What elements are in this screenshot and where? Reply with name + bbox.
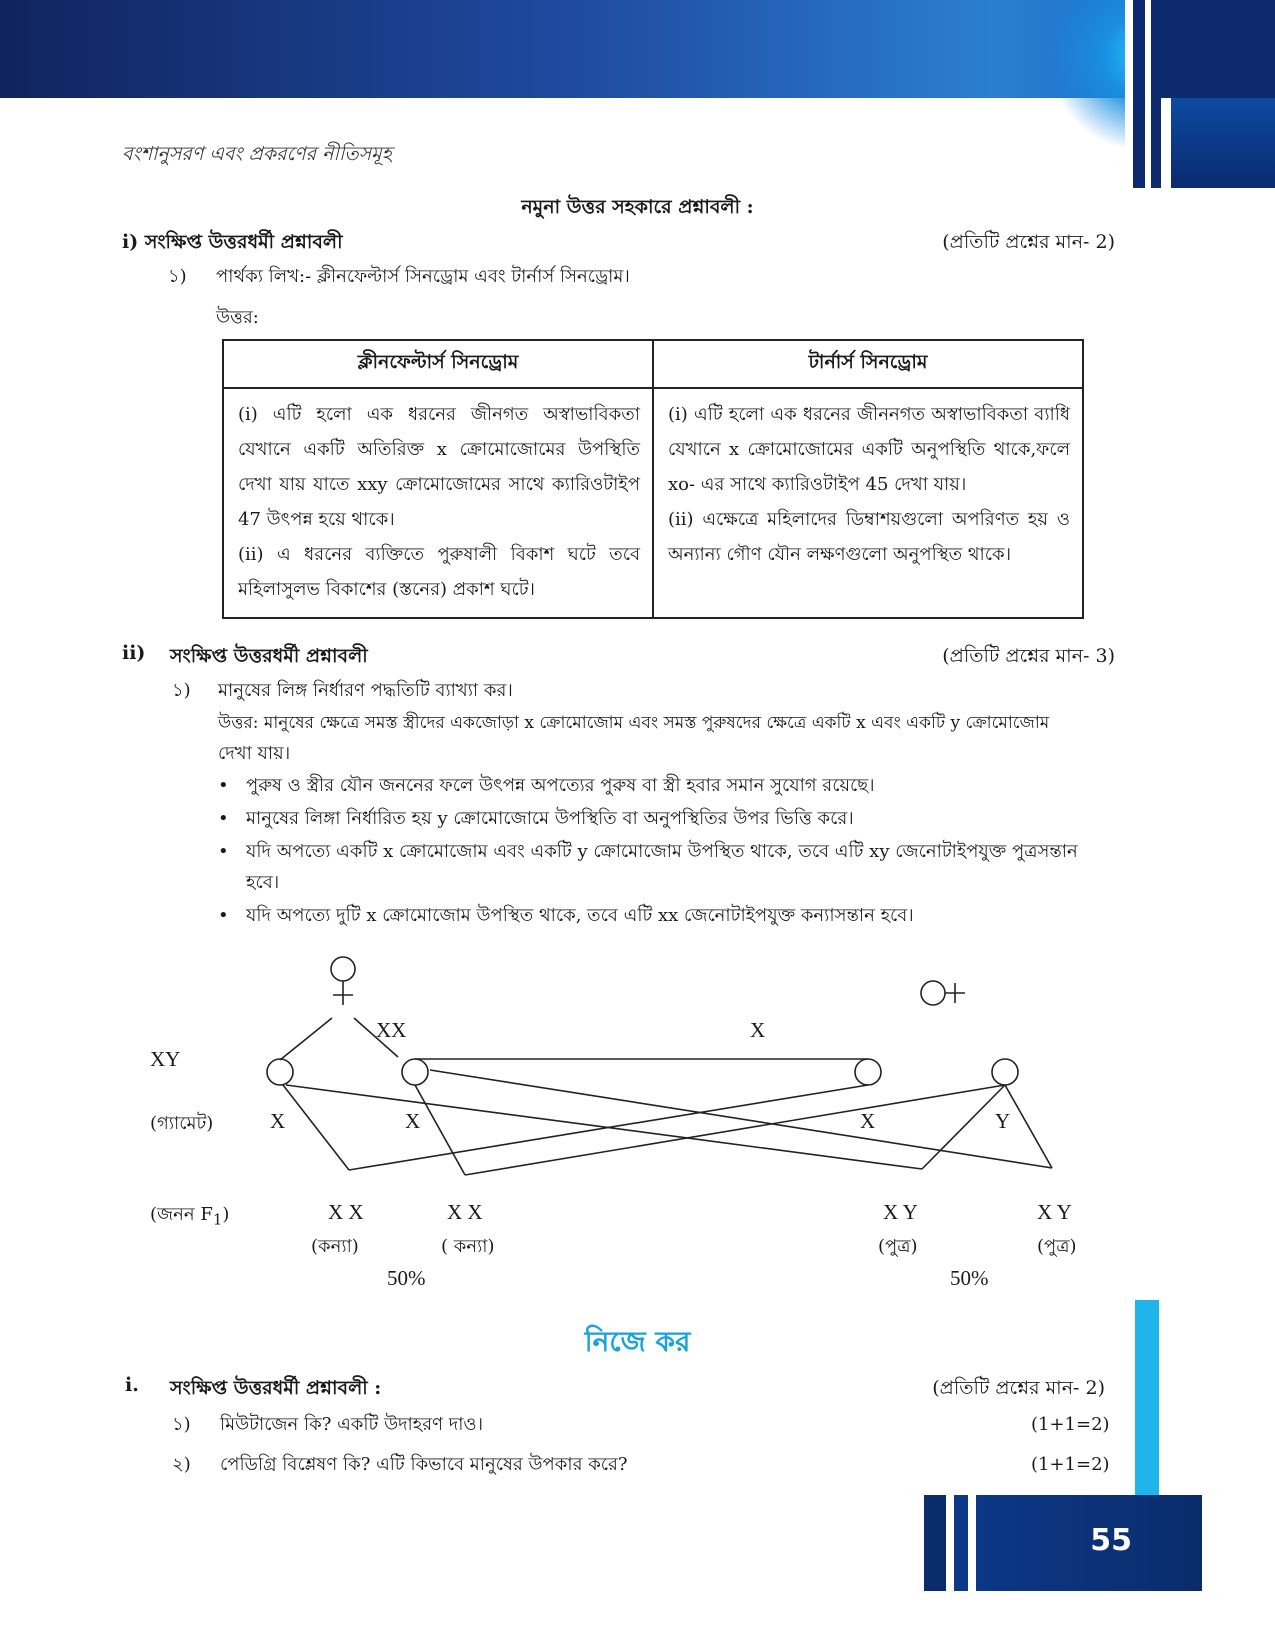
gamete-4: Y <box>995 1109 1011 1133</box>
gamete-3: X <box>860 1109 876 1133</box>
decor-block <box>924 1495 946 1591</box>
table-header-row <box>223 340 1083 388</box>
header-banner <box>0 0 1275 98</box>
bullet-icon: • <box>218 905 229 926</box>
male-symbol-icon <box>921 981 945 1005</box>
gamete-circle <box>402 1059 428 1085</box>
offspring-4-sex: (পুত্র) <box>1037 1236 1077 1257</box>
exercise-q2-number: ২) <box>172 1454 191 1475</box>
f1-label-close: ) <box>222 1204 230 1225</box>
q1-text: পার্থক্য লিখ:- ক্লীনফেল্টার্স সিনড্রোম এবং টার্নার্স সিনড্রোম। <box>216 266 630 287</box>
f1-label-text: (জনন F <box>150 1204 213 1225</box>
running-head: বংশানুসরণ এবং প্রকরণের নীতিসমূহ <box>122 143 392 165</box>
female-symbol-icon <box>331 957 355 981</box>
exercise-q2-marks: (1+1=2) <box>1031 1454 1110 1475</box>
gamete-circle <box>855 1059 881 1085</box>
bullet-icon: • <box>218 808 229 829</box>
list-item <box>210 803 1110 834</box>
offspring-3-genotype: X Y <box>883 1200 918 1224</box>
table-header-turner: টার্নার্স সিনড্রোম <box>653 340 1083 388</box>
offspring-4-genotype: X Y <box>1037 1200 1072 1224</box>
klinefelter-point-1: (i) এটি হলো এক ধরনের জীনগত অস্বাভাবিকতা যেখানে একটি অতিরিক্ত x ক্রোমোজোমের উপস্থিতি দেখা যায় যাতে xxy ক্রোমোজোমের সাথে ক্যারিওটাইপ 47 উৎপন্ন হয়ে থাকে। <box>238 404 640 530</box>
offspring-1-genotype: X X <box>328 1200 364 1224</box>
turner-point-1: (i) এটি হলো এক ধরনের জীননগত অস্বাভাবিকতা ব্যাধি যেখানে x ক্রোমোজোমের একটি অনুপস্থিতি থাকে,ফলে xo- এর সাথে ক্যারিওটাইপ 45 দেখা যায়। <box>668 404 1070 495</box>
section2-number: ii) <box>122 642 146 664</box>
section1-heading: i) সংক্ষিপ্ত উত্তরধর্মী প্রশ্নাবলী <box>122 231 343 253</box>
bullet-text: পুরুষ ও স্ত্রীর যৌন জননের ফলে উৎপন্ন অপত্যের পুরুষ বা স্ত্রী হবার সমান সুযোগ রয়েছে। <box>246 775 875 796</box>
klinefelter-point-2: (ii) এ ধরনের ব্যক্তিতে পুরুষালী বিকাশ ঘটে তবে মহিলাসুলভ বিকাশের (স্তনের) প্রকাশ ঘটে। <box>238 544 640 600</box>
q2-answer-line2: দেখা যায়। <box>218 743 291 764</box>
gamete-2: X <box>405 1109 421 1133</box>
decor-stripe <box>1145 0 1151 188</box>
section2-marks: (প্রতিটি প্রশ্নের মান- 3) <box>942 645 1115 667</box>
comparison-table <box>222 339 1084 619</box>
gamete-label: (গ্যামেট) <box>150 1113 214 1134</box>
list-item <box>210 836 1110 898</box>
exercise-q1-number: ১) <box>172 1414 191 1435</box>
exercise-title: নিজে কর <box>584 1325 691 1358</box>
klinefelter-cell <box>223 388 653 618</box>
exercise-q1-marks: (1+1=2) <box>1031 1414 1110 1435</box>
table-header-klinefelter: ক্লীনফেল্টার্স সিনড্রোম <box>223 340 653 388</box>
list-item <box>210 900 1110 931</box>
exercise-marks: (প্রতিটি প্রশ্নের মান- 2) <box>932 1377 1105 1399</box>
page-number: 55 <box>1090 1523 1132 1558</box>
list-item <box>210 770 1110 801</box>
offspring-2-sex: ( কন্যা) <box>441 1236 495 1257</box>
gamete-circle <box>267 1059 293 1085</box>
exercise-q1-text: মিউটাজেন কি? একটি উদাহরণ দাও। <box>220 1414 484 1435</box>
section1-marks: (প্রতিটি প্রশ্নের মান- 2) <box>942 231 1115 253</box>
bullet-icon: • <box>218 775 229 796</box>
corner-decoration <box>1125 0 1275 188</box>
decor-stripe <box>1161 98 1171 188</box>
exercise-heading: সংক্ষিপ্ত উত্তরধর্মী প্রশ্নাবলী : <box>170 1377 382 1399</box>
gamete-circle <box>992 1059 1018 1085</box>
decor-block <box>1171 98 1275 188</box>
decor-stripe <box>1125 0 1133 188</box>
bullet-text: যদি অপত্যে একটি x ক্রোমোজোম এবং একটি y ক্রোমোজোম উপস্থিত থাকে, তবে এটি xy জেনোটাইপযুক্ত পুত্রসন্তান হবে। <box>246 841 1078 893</box>
footer-block <box>924 1495 1202 1591</box>
percent-female: 50% <box>387 1266 426 1290</box>
turner-point-2: (ii) এক্ষেত্রে মহিলাদের ডিম্বাশয়গুলো অপরিণত হয় ও অন্যান্য গৌণ যৌন লক্ষণগুলো অনুপস্থিত থাকে। <box>668 509 1070 565</box>
offspring-1-sex: (কন্যা) <box>311 1236 359 1257</box>
q2-number: ১) <box>172 680 191 701</box>
percent-male: 50% <box>950 1266 989 1290</box>
q1-number: ১) <box>168 266 187 287</box>
decor-stripe <box>946 1495 954 1591</box>
decor-stripe <box>968 1495 976 1591</box>
q2-answer-line1: উত্তর: মানুষের ক্ষেত্রে সমস্ত স্ত্রীদের একজোড়া x ক্রোমোজোম এবং সমস্ত পুরুষদের ক্ষেত্রে একটি x এবং একটি y ক্রোমোজোম <box>218 713 1050 733</box>
exercise-section-number: i. <box>125 1374 139 1396</box>
bullet-text: যদি অপত্যে দুটি x ক্রোমোজোম উপস্থিত থাকে, তবে এটি xx জেনোটাইপযুক্ত কন্যাসন্তান হবে। <box>246 905 914 926</box>
f1-label <box>150 1200 229 1231</box>
q2-text: মানুষের লিঙ্গ নির্ধারণ পদ্ধতিটি ব্যাখ্যা কর। <box>218 680 513 701</box>
sex-determination-diagram <box>0 945 1275 1290</box>
gamete-1: X <box>270 1109 286 1133</box>
parent-xy-label: XY <box>150 1047 181 1071</box>
section2-heading: সংক্ষিপ্ত উত্তরধর্মী প্রশ্নাবলী <box>170 645 368 667</box>
table-row <box>223 388 1083 618</box>
turner-cell <box>653 388 1083 618</box>
female-genotype: XX <box>376 1018 407 1042</box>
bullet-icon: • <box>218 841 229 862</box>
exercise-q2-text: পেডিগ্রি বিশ্লেষণ কি? এটি কিভাবে মানুষের উপকার করে? <box>220 1454 628 1475</box>
answer-label: উত্তর: <box>216 307 259 328</box>
bullet-list <box>210 770 1110 933</box>
male-genotype: X <box>750 1018 766 1042</box>
offspring-3-sex: (পুত্র) <box>878 1236 918 1257</box>
bullet-text: মানুষের লিঙ্গা নির্ধারিত হয় y ক্রোমোজোমে উপস্থিতি বা অনুপস্থিতির উপর ভিত্তি করে। <box>246 808 854 829</box>
page-title: নমুনা উত্তর সহকারে প্রশ্নাবলী : <box>521 196 754 218</box>
offspring-2-genotype: X X <box>447 1200 483 1224</box>
f1-subscript: 1 <box>212 1210 223 1229</box>
